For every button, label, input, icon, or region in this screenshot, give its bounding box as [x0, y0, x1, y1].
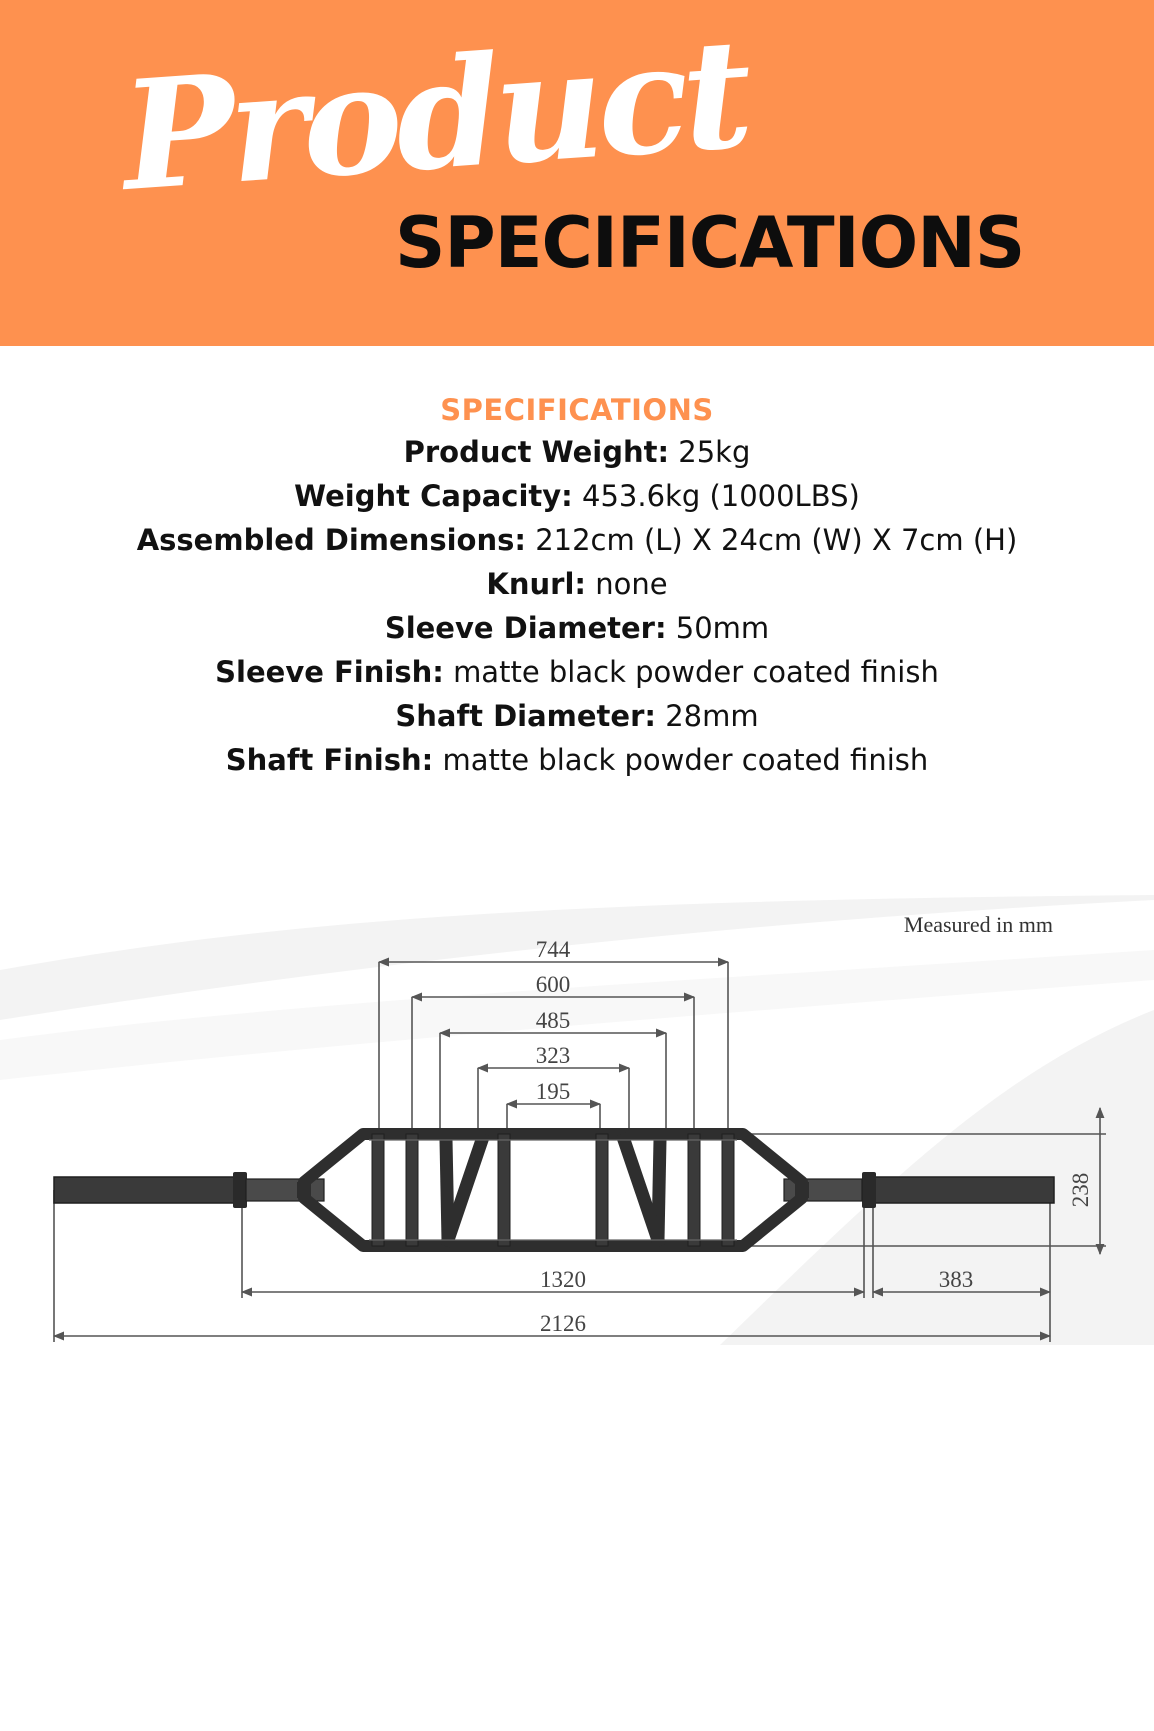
banner-script-title: Product	[116, 5, 752, 225]
spec-row-product-weight	[0, 430, 1154, 474]
spec-value: none	[595, 567, 668, 601]
spec-value: 28mm	[665, 699, 759, 733]
unit-note: Measured in mm	[903, 912, 1053, 937]
dim-label-744: 744	[535, 937, 571, 962]
dim-label-600: 600	[535, 972, 571, 997]
dim-label-1320: 1320	[540, 1267, 586, 1292]
dim-label-2126: 2126	[540, 1311, 586, 1336]
spec-label: Sleeve Diameter:	[384, 611, 667, 645]
barbell-dimension-drawing	[0, 890, 1154, 1350]
spec-value: 453.6kg (1000LBS)	[582, 479, 860, 513]
spec-value: 25kg	[678, 435, 751, 469]
spec-row-sleeve-finish	[0, 650, 1154, 694]
spec-label: Sleeve Finish:	[215, 655, 444, 689]
spec-value: matte black powder coated finish	[442, 743, 929, 777]
spec-label: Assembled Dimensions:	[136, 523, 526, 557]
spec-label: Shaft Diameter:	[395, 699, 656, 733]
spec-label: Knurl:	[486, 567, 587, 601]
dim-label-485: 485	[535, 1008, 571, 1033]
spec-value: matte black powder coated finish	[453, 655, 939, 689]
dim-label-383: 383	[938, 1267, 974, 1292]
specifications-heading: SPECIFICATIONS	[440, 393, 714, 427]
dim-label-238: 238	[1068, 1172, 1093, 1208]
banner-block-title: SPECIFICATIONS	[395, 202, 1025, 284]
spec-label: Product Weight:	[403, 435, 670, 469]
spec-value: 50mm	[675, 611, 770, 645]
dim-label-195: 195	[535, 1079, 571, 1104]
spec-label: Shaft Finish:	[225, 743, 434, 777]
spec-row-sleeve-diameter	[0, 606, 1154, 650]
spec-row-shaft-finish	[0, 738, 1154, 782]
spec-row-assembled-dimensions	[0, 518, 1154, 562]
dim-label-323: 323	[535, 1043, 571, 1068]
spec-row-shaft-diameter	[0, 694, 1154, 738]
spec-row-knurl	[0, 562, 1154, 606]
spec-row-weight-capacity	[0, 474, 1154, 518]
spec-label: Weight Capacity:	[294, 479, 573, 513]
specifications-list	[0, 390, 1154, 782]
spec-value: 212cm (L) X 24cm (W) X 7cm (H)	[535, 523, 1018, 557]
header-banner	[0, 0, 1154, 346]
